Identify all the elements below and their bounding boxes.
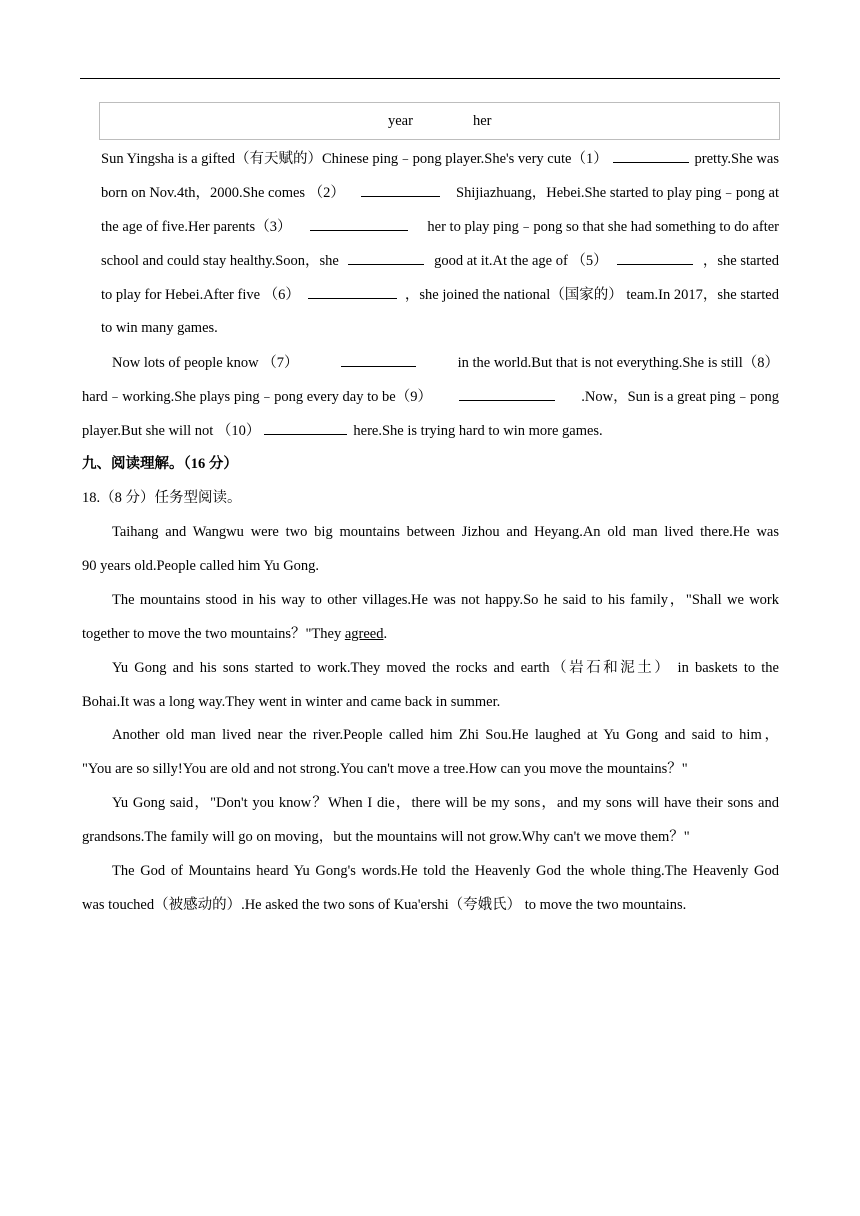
passage-text: grandsons.The family will go on moving，but the mountains will not grow.Why can't we move them？" [82, 829, 690, 845]
word-bank-box [99, 102, 780, 140]
blank-9 [459, 386, 555, 401]
passage-line [112, 861, 779, 881]
cloze-text: good at it.At the age of （5） [434, 253, 608, 269]
cloze-line [82, 386, 779, 407]
question-label [82, 488, 242, 508]
passage-line [112, 725, 779, 745]
blank-7 [341, 352, 416, 367]
cloze-text: to play for Hebei.After five （6） [101, 287, 300, 303]
cloze-line [101, 182, 779, 203]
passage-text: The mountains stood in his way to other villages.He was not happy.So he said to his family，"Shall we work [112, 592, 779, 608]
passage-text: Bohai.It was a long way.They went in winter and came back in summer. [82, 694, 501, 710]
passage-line [82, 624, 387, 644]
passage-line [112, 658, 779, 678]
section-heading [82, 454, 238, 474]
cloze-text: player.But she will not （10） [82, 423, 261, 439]
cloze-line [101, 250, 779, 271]
blank-5 [617, 250, 693, 265]
cloze-text: ，she joined the national（国家的） team.In 2017，she started [404, 287, 779, 303]
underlined-word-agreed: agreed [344, 626, 384, 642]
passage-line [112, 590, 779, 610]
passage-line [112, 793, 779, 813]
blank-3 [310, 216, 408, 231]
cloze-text: school and could stay healthy.Soon，she [101, 253, 339, 269]
cloze-text: her to play ping﹣pong so that she had something to do after [427, 219, 779, 235]
blank-4 [348, 250, 424, 265]
cloze-line [101, 148, 779, 169]
cloze-text: born on Nov.4th，2000.She comes （2） [101, 185, 345, 201]
passage-line [82, 827, 690, 847]
passage-text: "You are so silly!You are old and not strong.You can't move a tree.How can you move the mountains？" [82, 761, 688, 777]
cloze-text: Shijiazhuang，Hebei.She started to play ping﹣pong at [456, 185, 779, 201]
cloze-text: .Now，Sun is a great ping﹣pong [581, 389, 779, 405]
cloze-line [101, 284, 779, 305]
passage-text: Yu Gong said，"Don't you know？When I die，there will be my sons，and my sons will have their sons and [112, 795, 779, 811]
passage-text: . [383, 626, 388, 642]
cloze-text: the age of five.Her parents（3） [101, 219, 292, 235]
word-bank-item: year [388, 113, 413, 129]
passage-text: The God of Mountains heard Yu Gong's words.He told the Heavenly God the whole thing.The Heavenly God [112, 863, 779, 879]
blank-2 [361, 182, 440, 197]
cloze-line [101, 318, 218, 338]
passage-text: Another old man lived near the river.People called him Zhi Sou.He laughed at Yu Gong and said to him， [112, 727, 779, 743]
cloze-text: ，she started [702, 253, 779, 269]
passage-line [82, 895, 686, 915]
blank-1 [613, 148, 689, 163]
cloze-text: Now lots of people know （7） [112, 355, 299, 371]
word-bank-item: her [473, 113, 492, 129]
cloze-text: in the world.But that is not everything.She is still（8） [457, 355, 779, 371]
passage-text: together to move the two mountains？"They [82, 626, 345, 642]
passage-text: Yu Gong and his sons started to work.They moved the rocks and earth（岩石和泥土） in baskets to the [112, 660, 779, 676]
cloze-line [82, 420, 603, 441]
header-rule [80, 78, 780, 79]
passage-line [82, 556, 319, 576]
passage-line [82, 759, 688, 779]
section-heading-text: 九、阅读理解。（16 分） [82, 456, 238, 472]
question-label-text: 18.（8 分）任务型阅读。 [82, 490, 242, 506]
cloze-text: here.She is trying hard to win more games. [353, 423, 603, 439]
passage-text: Taihang and Wangwu were two big mountains between Jizhou and Heyang.An old man lived there.He was [112, 524, 779, 540]
cloze-line [101, 216, 779, 237]
passage-text: 90 years old.People called him Yu Gong. [82, 558, 320, 574]
cloze-text: pretty.She was [694, 151, 779, 167]
passage-text: was touched（被感动的）.He asked the two sons of Kua'ershi（夸娥氏） to move the two mountains. [82, 897, 687, 913]
blank-10 [264, 420, 347, 435]
passage-line [82, 692, 500, 712]
cloze-text: hard﹣working.She plays ping﹣pong every day to be（9） [82, 389, 432, 405]
cloze-line [112, 352, 779, 373]
cloze-text: Sun Yingsha is a gifted（有天赋的）Chinese ping﹣pong player.She's very cute（1） [101, 151, 608, 167]
passage-line [112, 522, 779, 542]
blank-6 [308, 284, 397, 299]
cloze-text: to win many games. [101, 320, 218, 336]
